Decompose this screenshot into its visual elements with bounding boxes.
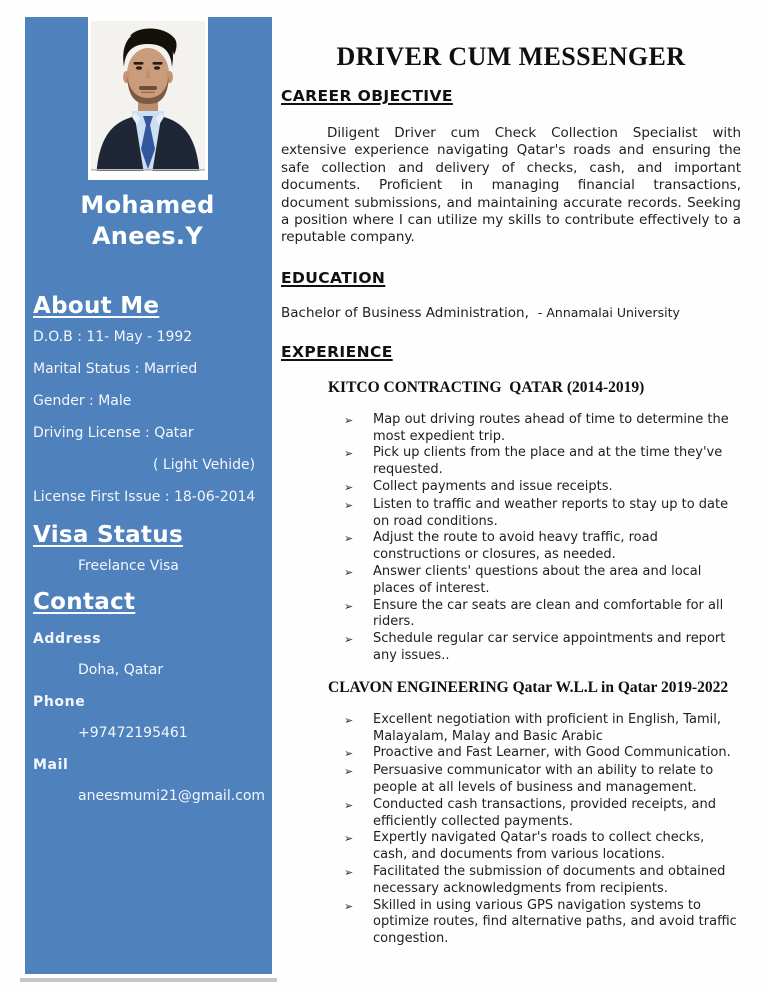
career-objective-text: Diligent Driver cum Check Collection Specialist with extensive experience navigating Qatar's roads and ensuring the safe collection and delivery of checks, cash, and important documents. Proficient in managing financial transactions, document submissions, and maintaining accurate records. Seeking a position where I can utilize my skills to contribute effectively to a reputable company. [281, 125, 741, 246]
list-item: ➢ Schedule regular car service appointments and report any issues.. [344, 631, 726, 663]
contact-label-address: Address [33, 631, 102, 647]
bullet-arrow-icon: ➢ [344, 447, 354, 461]
bullet-arrow-icon: ➢ [344, 498, 354, 512]
visa-status-value: Freelance Visa [78, 558, 179, 574]
bullet-arrow-icon: ➢ [344, 599, 354, 613]
education-heading: EDUCATION [281, 268, 386, 287]
career-objective-heading: CAREER OBJECTIVE [281, 87, 453, 105]
education-institution: - Annamalai University [537, 304, 680, 320]
education-degree: Bachelor of Business Administration, [281, 304, 529, 321]
profile-photo [88, 17, 208, 180]
experience-heading: EXPERIENCE [281, 342, 393, 361]
portrait-photo-image [88, 17, 208, 180]
document-title: DRIVER CUM MESSENGER [336, 42, 686, 71]
bullet-arrow-icon: ➢ [344, 532, 354, 546]
list-item: ➢ Proactive and Fast Learner, with Good Communication. [344, 745, 741, 763]
about-item-license-type: ( Light Vehide) [153, 457, 256, 473]
list-item: ➢ Listen to traffic and weather reports to stay up to date on road conditions. [344, 496, 729, 529]
bullet-arrow-icon: ➢ [344, 481, 354, 495]
list-item: ➢ Skilled in using various GPS navigation systems to optimize routes, find alternative paths, and avoid traffic congestion. [344, 897, 737, 947]
bullet-arrow-icon: ➢ [344, 798, 354, 812]
contact-label-phone: Phone [33, 694, 86, 710]
contact-value-address: Doha, Qatar [78, 662, 164, 678]
kitco-duties-list [281, 412, 741, 665]
bullet-arrow-icon: ➢ [344, 633, 354, 647]
contact-value-mail: aneesmumi21@gmail.com [78, 788, 266, 804]
education-line [281, 304, 741, 322]
list-item: ➢ Conducted cash transactions, provided receipts, and efficiently collected payments. [344, 796, 716, 829]
bullet-arrow-icon: ➢ [344, 713, 354, 727]
bullet-arrow-icon: ➢ [344, 765, 354, 779]
about-list [33, 329, 262, 506]
bullet-arrow-icon: ➢ [344, 899, 354, 913]
main-content [281, 0, 741, 948]
about-item-marital-status: Marital Status : Married [33, 361, 198, 377]
list-item: ➢ Answer clients' questions about the area and local places of interest. [344, 564, 702, 596]
list-item: ➢ Map out driving routes ahead of time to determine the most expedient trip. [344, 411, 729, 444]
about-me-heading: About Me [33, 293, 160, 319]
list-item: ➢ Adjust the route to avoid heavy traffic, road constructions or closures, as needed. [344, 530, 658, 563]
contact-heading: Contact [33, 589, 136, 615]
about-item-dob: D.O.B : 11- May - 1992 [33, 329, 193, 345]
list-item: ➢ Pick up clients from the place and at the time they've requested. [344, 445, 723, 478]
about-item-driving-license: Driving License : Qatar [33, 425, 194, 441]
company-heading-kitco: KITCO CONTRACTING QATAR (2014-2019) [328, 378, 645, 396]
about-item-license-first-issue: License First Issue : 18-06-2014 [33, 489, 256, 505]
person-name-first: Mohamed [80, 191, 215, 219]
list-item: ➢ Expertly navigated Qatar's roads to collect checks, cash, and documents from various locations. [344, 830, 705, 863]
bullet-arrow-icon: ➢ [344, 865, 354, 879]
list-item: ➢ Collect payments and issue receipts. [344, 479, 741, 497]
sidebar [25, 17, 272, 974]
list-item: ➢ Persuasive communicator with an ability to relate to people at all levels of business and management. [344, 763, 714, 795]
list-item: ➢ Excellent negotiation with proficient in English, Tamil, Malayalam, Malay and Basic Arabic [344, 711, 722, 744]
bullet-arrow-icon: ➢ [344, 413, 354, 427]
bullet-arrow-icon: ➢ [344, 566, 354, 580]
about-item-gender: Gender : Male [33, 393, 132, 409]
bullet-arrow-icon: ➢ [344, 832, 354, 846]
contact-label-mail: Mail [33, 757, 69, 773]
contact-value-phone: +97472195461 [78, 725, 188, 741]
company-heading-clavon: CLAVON ENGINEERING Qatar W.L.L in Qatar 2019-2022 [328, 678, 729, 696]
contact-list [33, 631, 266, 805]
list-item: ➢ Ensure the car seats are clean and comfortable for all riders. [344, 597, 724, 630]
bullet-arrow-icon: ➢ [344, 747, 354, 761]
clavon-duties-list [281, 712, 741, 948]
visa-status-heading: Visa Status [33, 522, 183, 548]
person-name-last: Anees.Y [91, 222, 204, 250]
list-item: ➢ Facilitated the submission of documents and obtained necessary acknowledgments from recipients. [344, 863, 726, 896]
